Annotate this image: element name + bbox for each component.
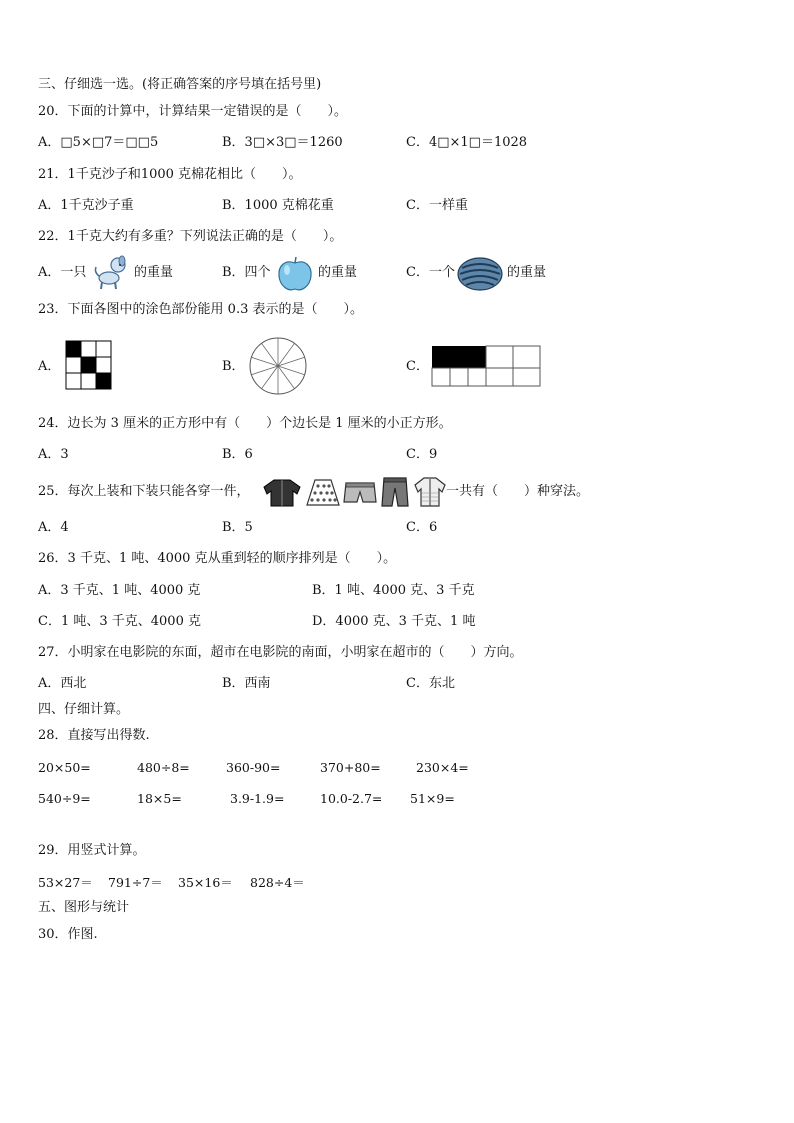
circle-figure-b	[248, 336, 308, 396]
section-3-title: 三、仔细选一选。(将正确答案的序号填在括号里)	[38, 77, 322, 92]
q30-stem: 30．作图.	[38, 927, 98, 942]
q20-option-c: C．4□×1□＝1028	[406, 135, 528, 150]
q27-stem: 27．小明家在电影院的东面，超市在电影院的南面，小明家在超市的（ ）方向。	[38, 645, 523, 660]
shirt-icon	[413, 476, 447, 508]
q22-option-c-suffix: 的重量	[507, 265, 547, 280]
q26-option-a: A．3 千克、1 吨、4000 克	[38, 583, 201, 598]
skirt-icon	[305, 478, 341, 508]
q28-row1-item3: 360-90=	[226, 760, 281, 775]
q26-option-b: B．1 吨、4000 克、3 千克	[312, 583, 475, 598]
q20-stem: 20．下面的计算中，计算结果一定错误的是（ ）。	[38, 104, 348, 119]
q29-item1: 53×27＝	[38, 875, 93, 890]
q28-row1-item5: 230×4=	[416, 760, 469, 775]
q26-stem: 26．3 千克、1 吨、4000 克从重到轻的顺序排列是（ ）。	[38, 551, 397, 566]
trousers-icon	[380, 476, 410, 508]
q25-option-b: B．5	[222, 520, 253, 535]
q24-stem: 24．边长为 3 厘米的正方形中有（ ）个边长是 1 厘米的小正方形。	[38, 416, 452, 431]
dog-icon	[91, 252, 131, 292]
q28-row2-item2: 18×5=	[137, 791, 182, 806]
section-4-title: 四、仔细计算。	[38, 702, 130, 717]
q21-stem: 21．1千克沙子和1000 克棉花相比（ ）。	[38, 167, 302, 182]
q23-stem: 23．下面各图中的涂色部份能用 0.3 表示的是（ ）。	[38, 302, 363, 317]
q25-option-c: C．6	[406, 520, 438, 535]
q28-row1-item4: 370+80=	[320, 760, 381, 775]
q22-option-a-prefix: A．一只	[38, 265, 87, 280]
q21-option-c: C．一样重	[406, 198, 468, 213]
bar-figure-c	[431, 345, 541, 387]
q24-option-c: C．9	[406, 447, 438, 462]
q27-option-b: B．西南	[222, 676, 271, 691]
jacket-icon	[262, 478, 302, 508]
q28-stem: 28．直接写出得数.	[38, 728, 150, 743]
q28-row2-item3: 3.9-1.9=	[230, 791, 285, 806]
q27-option-c: C．东北	[406, 676, 455, 691]
q22-option-b-prefix: B．四个	[222, 265, 271, 280]
q24-option-a: A．3	[38, 447, 69, 462]
watermelon-icon	[456, 256, 504, 292]
q26-option-d: D．4000 克、3 千克、1 吨	[312, 614, 476, 629]
q25-stem-suffix: 一共有（ ）种穿法。	[446, 484, 590, 499]
q23-option-c: C．	[406, 359, 429, 374]
q20-option-b: B．3□×3□＝1260	[222, 135, 343, 150]
q22-option-a-suffix: 的重量	[134, 265, 174, 280]
grid-figure-a	[65, 340, 113, 390]
q29-item4: 828÷4＝	[250, 875, 305, 890]
q28-row2-item4: 10.0-2.7=	[320, 791, 383, 806]
q29-item2: 791÷7＝	[108, 875, 163, 890]
section-5-title: 五、图形与统计	[38, 900, 130, 915]
q22-option-c-prefix: C．一个	[406, 265, 455, 280]
q25-stem-prefix: 25．每次上装和下装只能各穿一件，	[38, 484, 250, 499]
q28-row1-item2: 480÷8=	[137, 760, 190, 775]
apple-icon	[275, 254, 315, 294]
q27-option-a: A．西北	[38, 676, 87, 691]
q29-stem: 29．用竖式计算。	[38, 843, 146, 858]
q21-option-b: B．1000 克棉花重	[222, 198, 334, 213]
q28-row2-item1: 540÷9=	[38, 791, 91, 806]
q20-option-a: A．□5×□7＝□□5	[38, 135, 159, 150]
q23-option-b: B．	[222, 359, 245, 374]
q22-option-b-suffix: 的重量	[318, 265, 358, 280]
q28-row2-item5: 51×9=	[410, 791, 455, 806]
q25-option-a: A．4	[38, 520, 69, 535]
shorts-icon	[343, 480, 377, 506]
q28-row1-item1: 20×50=	[38, 760, 91, 775]
q29-item3: 35×16＝	[178, 875, 233, 890]
q26-option-c: C．1 吨、3 千克、4000 克	[38, 614, 201, 629]
q22-stem: 22．1千克大约有多重？下列说法正确的是（ ）。	[38, 229, 343, 244]
q23-option-a: A．	[38, 359, 61, 374]
q24-option-b: B．6	[222, 447, 253, 462]
q21-option-a: A．1千克沙子重	[38, 198, 134, 213]
